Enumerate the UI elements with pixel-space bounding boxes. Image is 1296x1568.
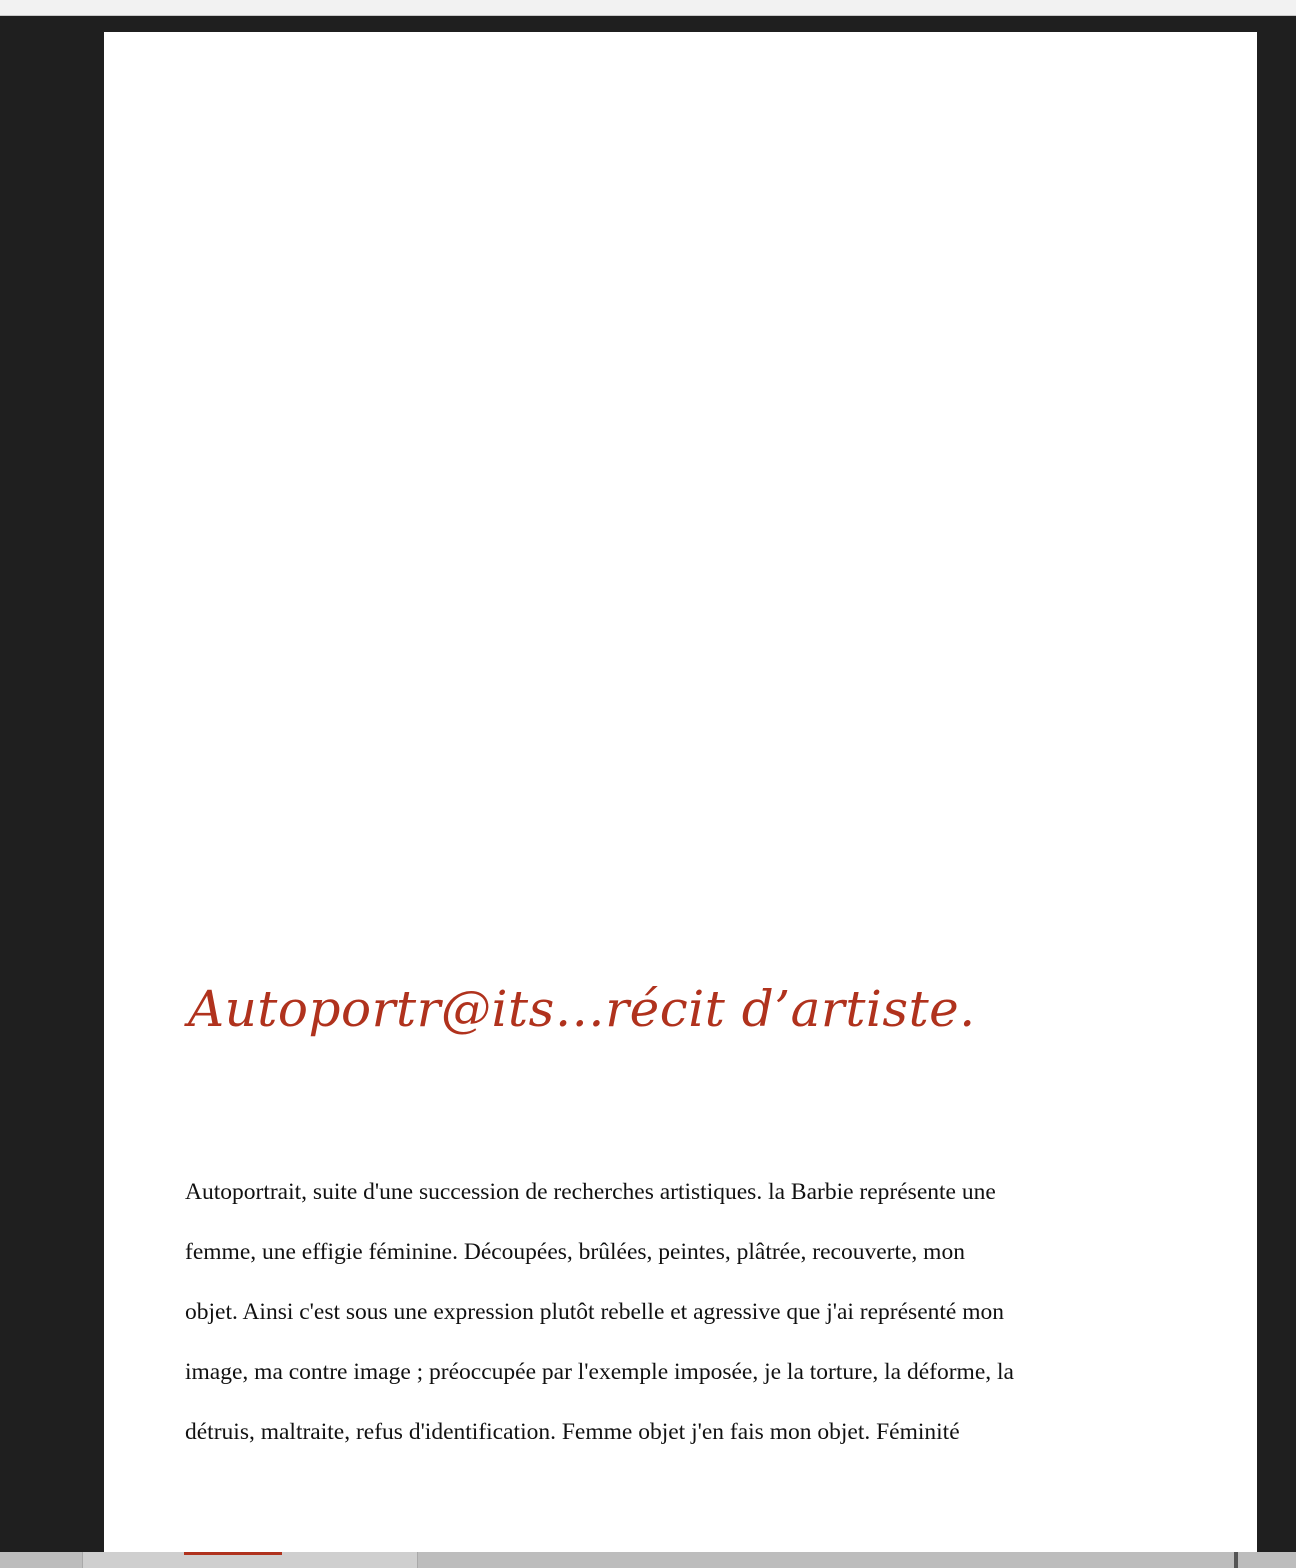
viewer-top-bar [0, 0, 1296, 16]
body-paragraph [185, 1162, 1185, 1462]
document-viewer[interactable] [0, 16, 1296, 1552]
paragraph-line: objet. Ainsi c'est sous une expression plutôt rebelle et agressive que j'ai représenté mon [185, 1299, 1005, 1325]
page-title: Autoportr@its…récit d’artiste. [188, 980, 976, 1038]
paragraph-line: femme, une effigie féminine. Découpées, brûlées, peintes, plâtrée, recouverte, mon [185, 1239, 965, 1265]
page-accent-marker [184, 1552, 282, 1555]
paragraph-line: Autoportrait, suite d'une succession de recherches artistiques. la Barbie représente une [185, 1179, 996, 1205]
paragraph-line: détruis, maltraite, refus d'identification. Femme objet j'en fais mon objet. Féminité [185, 1419, 960, 1445]
scroll-edge-handle[interactable] [1234, 1552, 1238, 1568]
document-page [104, 32, 1257, 1568]
paragraph-line: image, ma contre image ; préoccupée par l'exemple imposée, je la torture, la déforme, la [185, 1359, 1014, 1385]
